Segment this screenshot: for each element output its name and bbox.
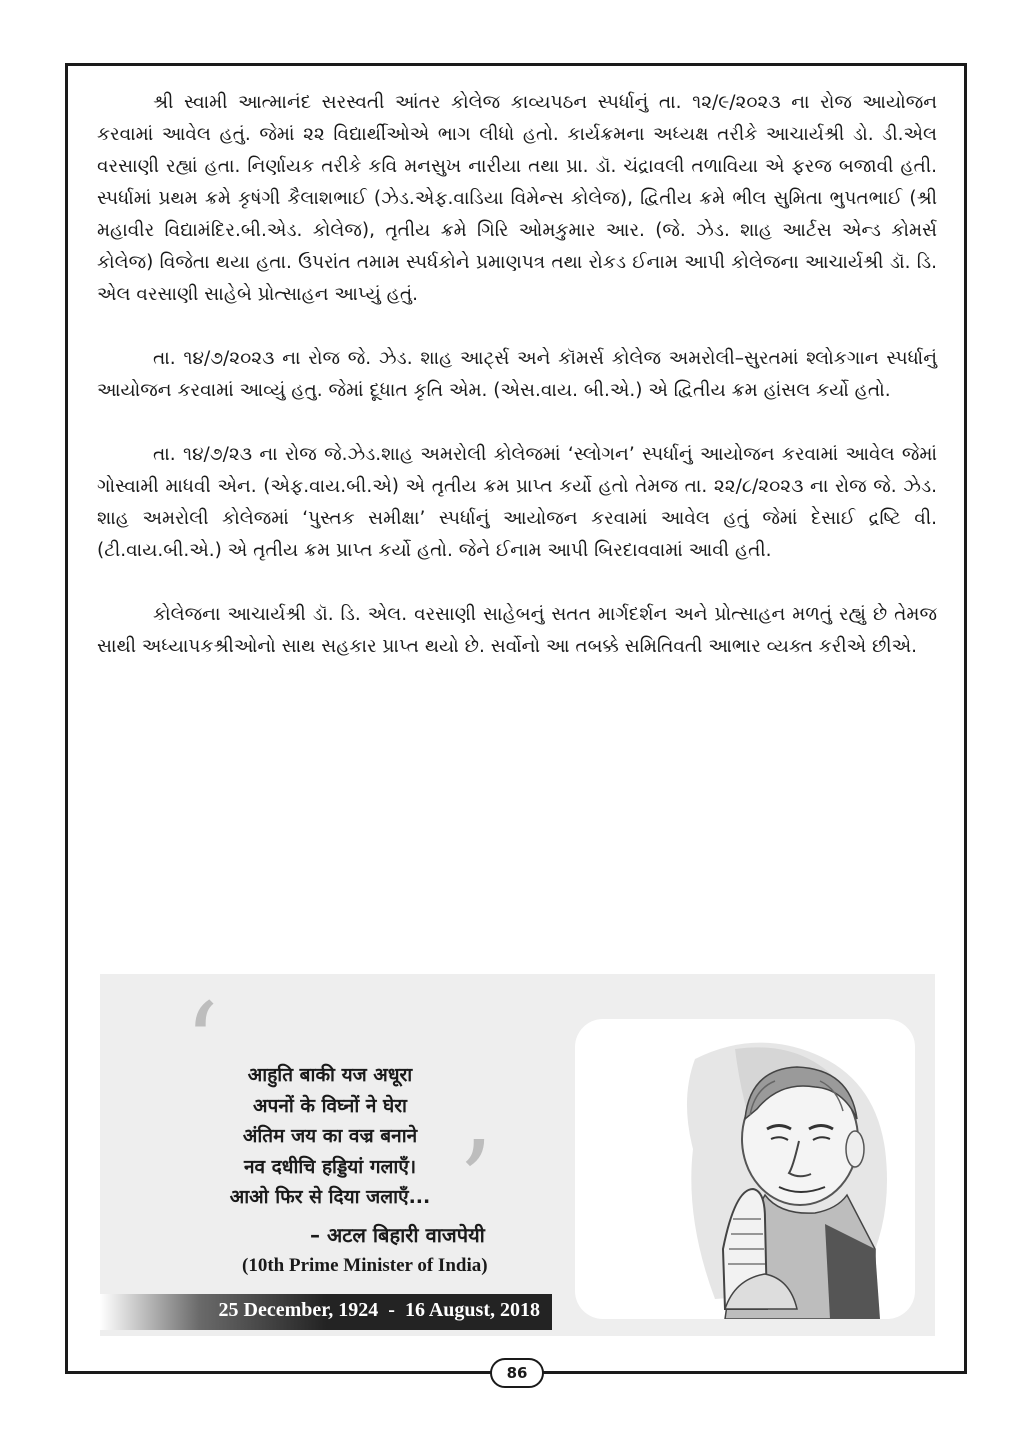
poem-line: आओ फिर से दिया जलाएँ... (229, 1186, 431, 1208)
poem-line: अपनों के विघ्नों ने घेरा (253, 1094, 407, 1117)
poem-line: आहुति बाकी यज अधूरा (247, 1064, 413, 1086)
poem-line: नव दधीचि हड्डियां गलाएँ। (243, 1155, 417, 1178)
paragraph-kavyapathan: શ્રી સ્વામી આત્માનંદ સરસ્વતી આંતર કોલેજ કાવ્યપઠન સ્પર્ધાનું તા. ૧૨/૯/૨૦૨૩ ના રોજ આયોજન કરવામાં આવેલ હતું. જેમાં ૨૨ વિદ્યાર્થીઓએ ભાગ લીધો હતો. કાર્યક્રમના અધ્યક્ષ તરીકે આચાર્યશ્રી ડો. ડી.એલ વરસાણી રહ્યાં હતા. નિર્ણાયક તરીકે કવિ મનસુખ નારીયા તથા પ્રા. ડૉ. ચંદ્રાવલી તળાવિયા એ ફરજ બજાવી હતી. સ્પર્ધામાં પ્રથમ ક્રમે કૃષંગી કૈલાશભાઈ (ઝેડ.એફ.વાડિયા વિમેન્સ કોલેજ), દ્વિતીય ક્રમે ભીલ સુમિતા ભુપતભાઈ (શ્રી મહાવીર વિદ્યામંદિર.બી.એડ. કોલેજ), તૃતીય ક્રમે ગિરિ ઓમકુમાર આર. (જે. ઝેડ. શાહ આર્ટસ એન્ડ કોમર્સ કોલેજ) વિજેતા થયા હતા. ઉપરાંત તમામ સ્પર્ધકોને પ્રમાણપત્ર તથા રોકડ ઈનામ આપી કોલેજના આચાર્યશ્રી ડૉ. ડિ. એલ વરસાણી સાહેબે પ્રોત્સાહન આપ્યું હતું. (97, 92, 937, 305)
date-bar (100, 1294, 552, 1330)
paragraph-shlokgaan: તા. ૧૪/૭/૨૦૨૩ ના રોજ જે. ઝેડ. શાહ આર્ટ્સ અને કૉમર્સ કોલેજ અમરોલી–સુરતમાં શ્લોકગાન સ્પર્ધાનું આયોજન કરવામાં આવ્યું હતુ. જેમાં દૂધાત કૃતિ એમ. (એસ.વાય. બી.એ.) એ દ્વિતીય ક્રમ હાંસલ કર્યો હતો. (97, 348, 937, 401)
quote-panel (100, 974, 935, 1336)
poem-line: अंतिम जय का वज्र बनाने (242, 1125, 418, 1147)
close-quote-icon: ’ (458, 1117, 493, 1245)
portrait-sketch-icon (575, 1019, 915, 1319)
quote-author: – अटल बिहारी वाजपेयी (310, 1223, 485, 1247)
open-quote-icon: ‘ (184, 979, 219, 1107)
poem (210, 1060, 450, 1213)
article-body (97, 87, 937, 695)
author-role: (10th Prime Minister of India) (242, 1255, 488, 1276)
paragraph-slogan: તા. ૧૪/૭/૨૩ ના રોજ જે.ઝેડ.શાહ અમરોલી કોલેજમાં ‘સ્લોગન’ સ્પર્ધાનું આયોજન કરવામાં આવેલ જેમાં ગોસ્વામી માધવી એન. (એફ.વાય.બી.એ) એ તૃતીય ક્રમ પ્રાપ્ત કર્યો હતો તેમજ તા. ૨૨/૮/૨૦૨૩ ના રોજ જે. ઝેડ. શાહ અમરોલી કોલેજમાં ‘પુસ્તક સમીક્ષા’ સ્પર્ધાનું આયોજન કરવામાં આવેલ હતું જેમાં દેસાઈ દ્રષ્ટિ વી. (ટી.વાય.બી.એ.) એ તૃતીય ક્રમ પ્રાપ્ત કર્યો હતો. જેને ઈનામ આપી બિરદાવવામાં આવી હતી. (97, 444, 937, 561)
page-number: 86 (490, 1358, 544, 1388)
paragraph-acknowledgement: કોલેજના આચાર્યશ્રી ડૉ. ડિ. એલ. વરસાણી સાહેબનું સતત માર્ગદર્શન અને પ્રોત્સાહન મળતું રહ્યું છે તેમજ સાથી અધ્યાપકશ્રીઓનો સાથ સહકાર પ્રાપ્ત થયો છે. સર્વોનો આ તબક્કે સમિતિવતી આભાર વ્યક્ત કરીએ છીએ. (97, 604, 937, 657)
life-dates: 25 December, 1924 - 16 August, 2018 (218, 1299, 540, 1321)
portrait-illustration (575, 1019, 915, 1319)
